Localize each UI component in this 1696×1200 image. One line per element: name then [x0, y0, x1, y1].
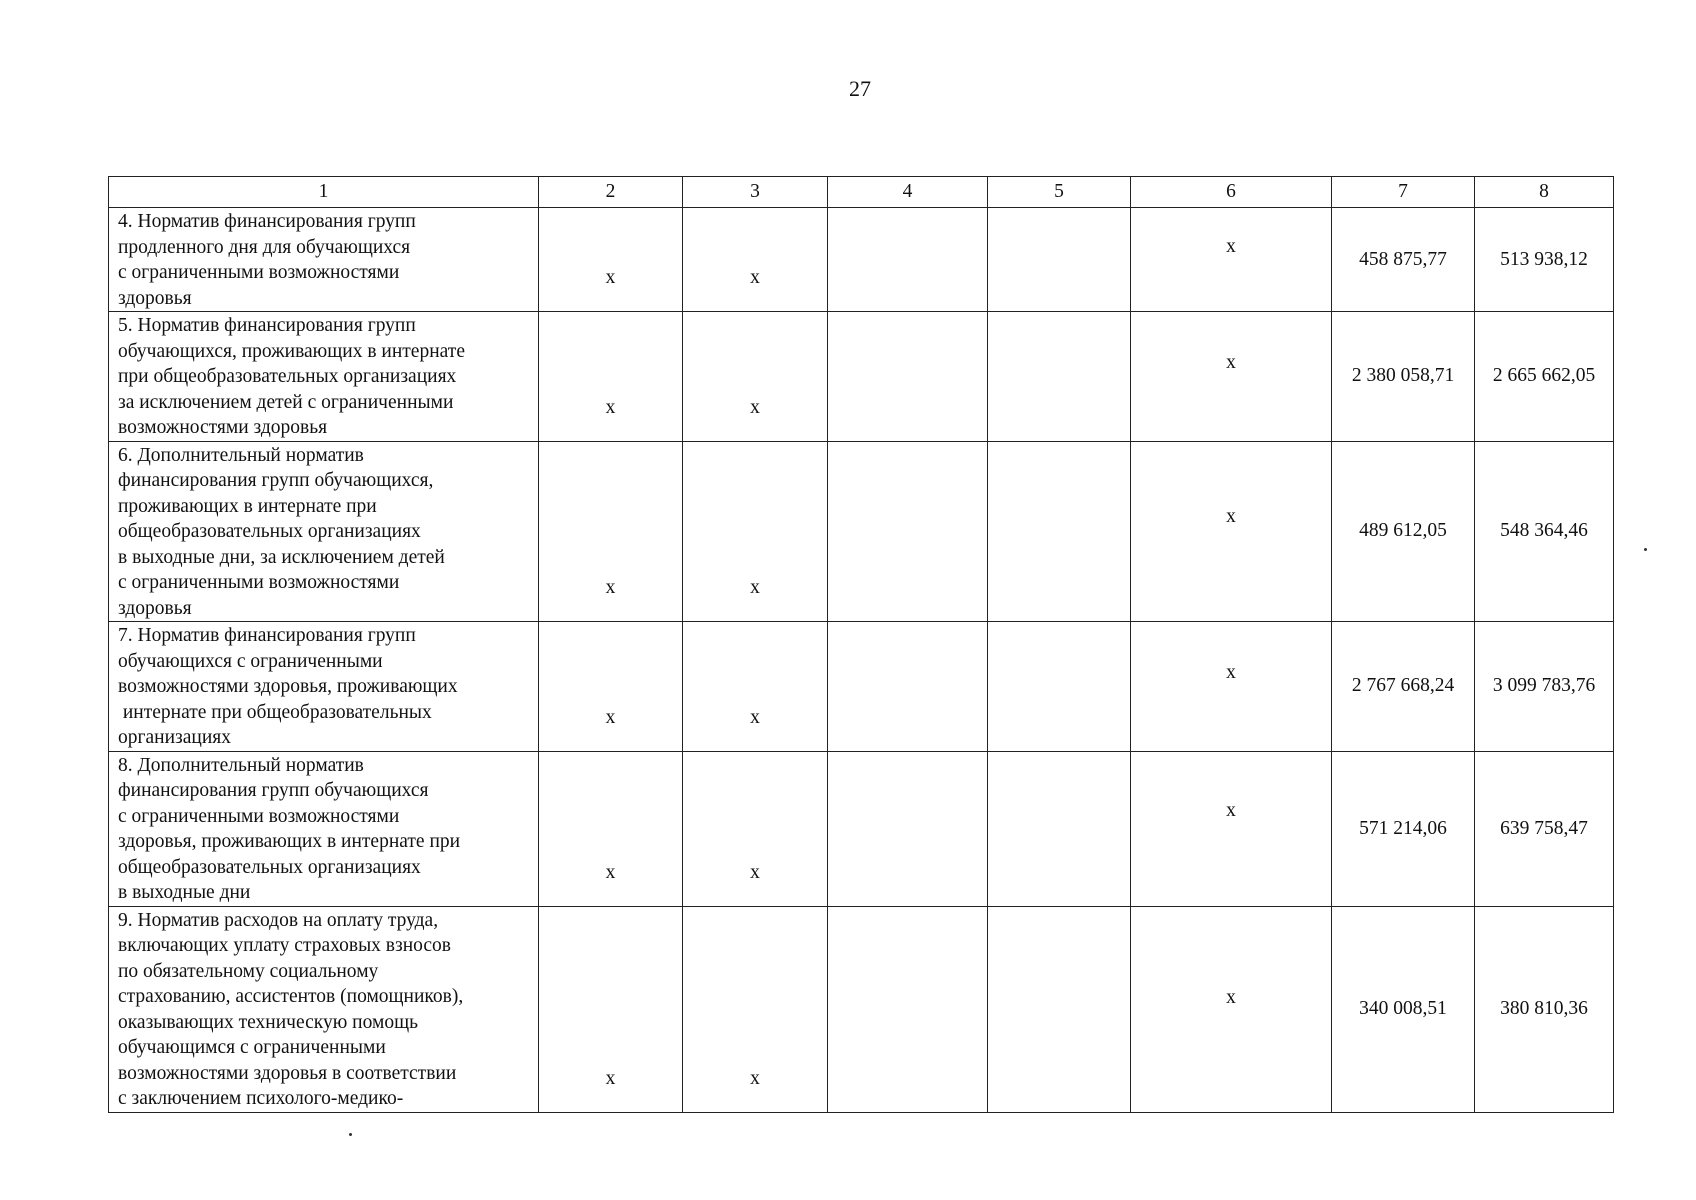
cell-col6 [1131, 751, 1332, 906]
description-line: включающих уплату страховых взносов [118, 935, 452, 956]
description-line: 4. Норматив финансирования групп [118, 211, 416, 232]
cell-col7: 340 008,51 [1332, 906, 1475, 1112]
cell-col3: x [683, 208, 828, 312]
description-line: с ограниченными возможностями [118, 572, 400, 593]
table-row [109, 208, 1614, 312]
description-line: возможностями здоровья [118, 417, 328, 438]
column-header: 2 [539, 177, 683, 208]
cell-col5 [988, 751, 1131, 906]
description-line: за исключением детей с ограниченными [118, 391, 454, 413]
column-header: 8 [1475, 177, 1614, 208]
cell-col2: x [539, 208, 683, 312]
cell-col8: 548 364,46 [1475, 441, 1614, 622]
table-row [109, 441, 1614, 622]
description-line: в выходные дни [118, 882, 251, 903]
description-line: финансирования групп обучающихся, [118, 470, 434, 491]
cell-col3: x [683, 312, 828, 442]
row-description [109, 906, 539, 1112]
cell-col3: x [683, 441, 828, 622]
description-line: с ограниченными возможностями [118, 805, 400, 827]
description-line: 9. Норматив расходов на оплату труда, [118, 909, 439, 931]
description-line: финансирования групп обучающихся [118, 780, 429, 801]
cell-col6-value: x [1226, 505, 1236, 527]
cell-col7: 2 767 668,24 [1332, 622, 1475, 752]
cell-col6-value: x [1226, 986, 1236, 1008]
cell-col8: 513 938,12 [1475, 208, 1614, 312]
cell-col2: x [539, 751, 683, 906]
cell-col3: x [683, 906, 828, 1112]
cell-col3: x [683, 751, 828, 906]
cell-col4 [828, 312, 988, 442]
column-header: 7 [1332, 177, 1475, 208]
row-description [109, 751, 539, 906]
table-row [109, 906, 1614, 1112]
cell-col5 [988, 208, 1131, 312]
cell-col4 [828, 906, 988, 1112]
description-line: общеобразовательных организациях [118, 856, 421, 878]
description-line: оказывающих техническую помощь [118, 1011, 418, 1033]
row-description [109, 312, 539, 442]
row-description [109, 622, 539, 752]
page-number: 27 [849, 76, 871, 101]
cell-col4 [828, 751, 988, 906]
cell-col6 [1131, 622, 1332, 752]
norms-table [108, 176, 1614, 1113]
cell-col5 [988, 906, 1131, 1112]
description-line: страхованию, ассистентов (помощников), [118, 986, 464, 1007]
description-line: 7. Норматив финансирования групп [118, 625, 416, 646]
cell-col6 [1131, 312, 1332, 442]
table-row [109, 751, 1614, 906]
cell-col7: 2 380 058,71 [1332, 312, 1475, 442]
cell-col5 [988, 441, 1131, 622]
description-line: при общеобразовательных организациях [118, 366, 457, 387]
description-line: по обязательному социальному [118, 960, 379, 982]
description-line: возможностями здоровья в соответствии [118, 1062, 457, 1084]
description-line: с ограниченными возможностями [118, 262, 400, 283]
table-header-row [109, 177, 1614, 208]
cell-col4 [828, 441, 988, 622]
column-header: 1 [109, 177, 539, 208]
description-line: 6. Дополнительный норматив [118, 444, 364, 466]
cell-col4 [828, 622, 988, 752]
cell-col8: 639 758,47 [1475, 751, 1614, 906]
description-line: 8. Дополнительный норматив [118, 754, 364, 776]
row-description [109, 441, 539, 622]
description-line: с заключением психолого-медико- [118, 1088, 404, 1109]
cell-col6 [1131, 441, 1332, 622]
cell-col7: 571 214,06 [1332, 751, 1475, 906]
cell-col2: x [539, 622, 683, 752]
cell-col6-value: x [1226, 236, 1236, 257]
cell-col7: 489 612,05 [1332, 441, 1475, 622]
scan-speck [349, 1133, 352, 1136]
cell-col6 [1131, 906, 1332, 1112]
cell-col6-value: x [1226, 662, 1236, 683]
description-line: обучающихся, проживающих в интернате [118, 340, 465, 362]
description-line: возможностями здоровья, проживающих [118, 676, 458, 697]
column-header: 5 [988, 177, 1131, 208]
cell-col6-value: x [1226, 352, 1236, 373]
row-description [109, 208, 539, 312]
cell-col8: 3 099 783,76 [1475, 622, 1614, 752]
description-line: обучающихся с ограниченными [118, 650, 383, 672]
column-header: 4 [828, 177, 988, 208]
cell-col4 [828, 208, 988, 312]
cell-col8: 2 665 662,05 [1475, 312, 1614, 442]
description-line: организациях [118, 727, 231, 748]
description-line: общеобразовательных организациях [118, 521, 421, 542]
description-line: интернате при общеобразовательных [118, 701, 432, 723]
cell-col2: x [539, 906, 683, 1112]
cell-col7: 458 875,77 [1332, 208, 1475, 312]
scan-speck [1644, 548, 1647, 551]
column-header: 3 [683, 177, 828, 208]
description-line: здоровья [118, 287, 192, 309]
description-line: в выходные дни, за исключением детей [118, 546, 445, 568]
description-line: обучающимся с ограниченными [118, 1037, 386, 1058]
description-line: здоровья [118, 597, 192, 619]
cell-col5 [988, 312, 1131, 442]
cell-col3: x [683, 622, 828, 752]
table-row [109, 622, 1614, 752]
description-line: здоровья, проживающих в интернате при [118, 831, 461, 852]
cell-col6-value: x [1226, 799, 1236, 821]
cell-col2: x [539, 312, 683, 442]
column-header: 6 [1131, 177, 1332, 208]
cell-col2: x [539, 441, 683, 622]
description-line: продленного дня для обучающихся [118, 236, 411, 258]
cell-col8: 380 810,36 [1475, 906, 1614, 1112]
description-line: проживающих в интернате при [118, 495, 377, 517]
description-line: 5. Норматив финансирования групп [118, 315, 416, 336]
table-row [109, 312, 1614, 442]
cell-col5 [988, 622, 1131, 752]
cell-col6 [1131, 208, 1332, 312]
